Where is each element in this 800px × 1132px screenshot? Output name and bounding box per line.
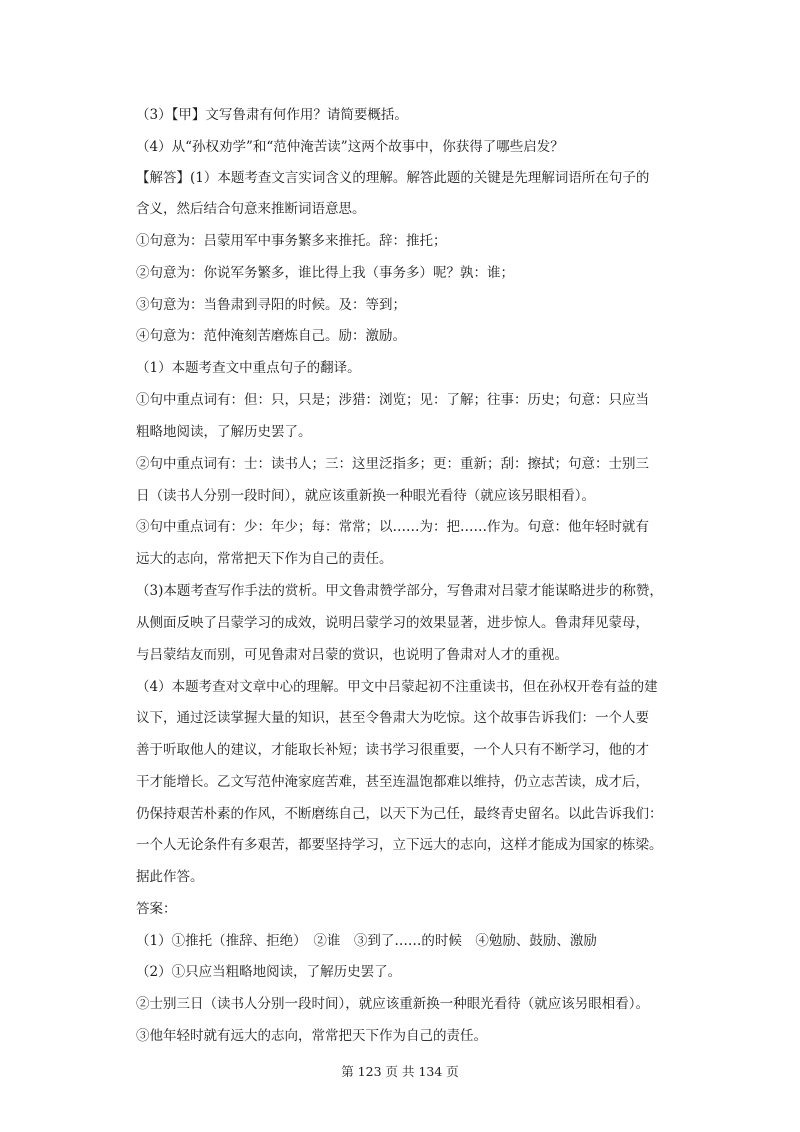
text-line: （4）本题考查对文章中心的理解。甲文中吕蒙起初不注重读书，但在孙权开卷有益的建 bbox=[136, 679, 658, 695]
text-line: ③句意为：当鲁肃到寻阳的时候。及：等到； bbox=[136, 297, 406, 313]
answer-heading-line: 【解答】(1）本题考查文言实词含义的理解。解答此题的关键是先理解词语所在句子的 bbox=[136, 170, 650, 186]
answer-line: （2）①只应当粗略地阅读，了解历史罢了。 bbox=[136, 964, 402, 980]
text-line: ②句中重点词有：士：读书人；三：这里泛指多；更：重新；刮：擦拭；句意：士别三 bbox=[136, 456, 649, 472]
text-line: 远大的志向，常常把天下作为自己的责任。 bbox=[136, 551, 393, 567]
text-line: ④句意为：范仲淹刻苦磨炼自己。励：激励。 bbox=[136, 328, 406, 344]
text-line: ①句中重点词有：但：只，只是；涉猎：浏览；见：了解；往事：历史；句意：只应当 bbox=[136, 392, 649, 408]
question-3-line: （3）【甲】文写鲁肃有何作用？请简要概括。 bbox=[136, 107, 408, 123]
text-line: 善于听取他人的建议，才能取长补短；读书学习很重要，一个人只有不断学习，他的才 bbox=[136, 742, 649, 758]
page-number-footer: 第 123 页 共 134 页 bbox=[341, 1064, 459, 1079]
answer-line: （1）①推托（推辞、拒绝） ②谁 ③到了……的时候 ④勉励、鼓励、激励 bbox=[136, 933, 597, 949]
answer-line: ③他年轻时就有远大的志向，常常把天下作为自己的责任。 bbox=[136, 1028, 487, 1044]
answer-label: 答案： bbox=[136, 901, 177, 917]
text-line: 与吕蒙结友而别，可见鲁肃对吕蒙的赏识，也说明了鲁肃对人才的重视。 bbox=[136, 647, 568, 663]
text-line: 据此作答。 bbox=[136, 869, 204, 885]
text-line: 仍保持艰苦朴素的作风，不断磨练自己，以天下为己任，最终青史留名。以此告诉我们： bbox=[136, 806, 663, 822]
answer-line: ②士别三日（读书人分别一段时间），就应该重新换一种眼光看待（就应该另眼相看）。 bbox=[136, 996, 649, 1012]
text-line: 议下，通过泛读掌握大量的知识，甚至令鲁肃大为吃惊。这个故事告诉我们：一个人要 bbox=[136, 710, 649, 726]
text-line: ①句意为：吕蒙用军中事务繁多来推托。辞：推托； bbox=[136, 233, 447, 249]
text-line: 粗略地阅读，了解历史罢了。 bbox=[136, 424, 312, 440]
text-line: （3)本题考查写作手法的赏析。甲文鲁肃赞学部分，写鲁肃对吕蒙才能谋略进步的称赞， bbox=[136, 583, 663, 599]
text-line: 从侧面反映了吕蒙学习的成效，说明吕蒙学习的效果显著，进步惊人。鲁肃拜见蒙母， bbox=[136, 615, 649, 631]
text-line: ③句中重点词有：少：年少；每：常常；以……为：把……作为。句意：他年轻时就有 bbox=[136, 519, 649, 535]
text-line: （1）本题考查文中重点句子的翻译。 bbox=[136, 360, 361, 376]
question-4-line: （4）从“孙权劝学”和“范仲淹苦读”这两个故事中，你获得了哪些启发？ bbox=[136, 139, 564, 155]
text-line: 含义，然后结合句意来推断词语意思。 bbox=[136, 201, 366, 217]
text-line: 日（读书人分别一段时间），就应该重新换一种眼光看待（就应该另眼相看）。 bbox=[136, 488, 595, 504]
text-line: 一个人无论条件有多艰苦，都要坚持学习，立下远大的志向，这样才能成为国家的栋梁。 bbox=[136, 837, 663, 853]
text-line: ②句意为：你说军务繁多，谁比得上我（事务多）呢？孰：谁； bbox=[136, 265, 514, 281]
text-line: 干才能增长。乙文写范仲淹家庭苦难，甚至连温饱都难以维持，仍立志苦读，成才后， bbox=[136, 774, 649, 790]
